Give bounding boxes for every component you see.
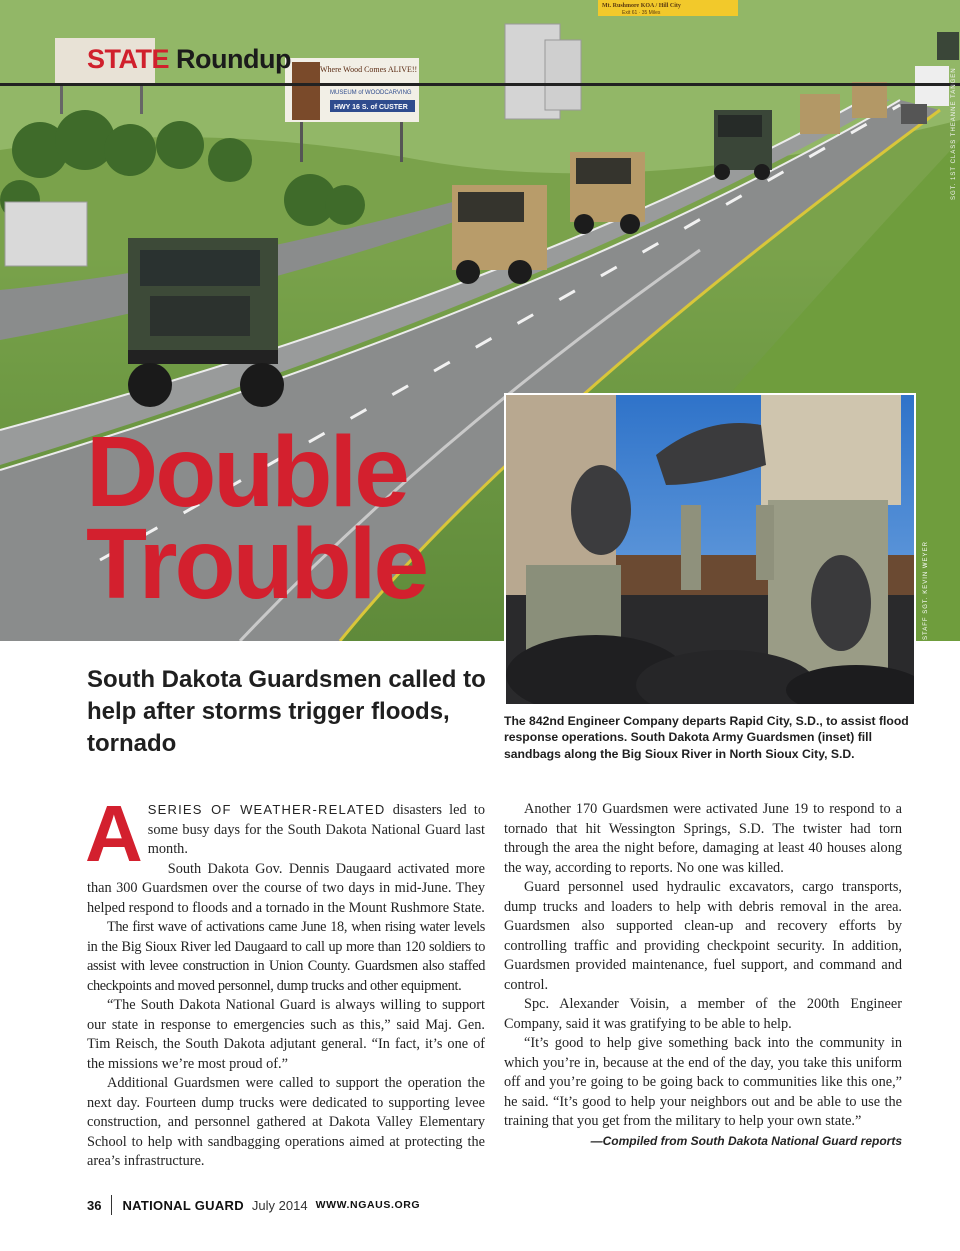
headline <box>86 416 427 620</box>
article-paragraph: The first wave of activations came June 18, when rising water levels in the Big Sioux River led Daugaard to call up more than 120 soldiers to assist with levee construction in Union County. Guardsmen also staffed checkpoints and moved personnel, dump trucks and other equipment. <box>87 919 485 994</box>
article-column-left <box>85 789 486 1172</box>
article-paragraph: “It’s good to help give something back into the community in which you’re in, because at the end of the day, you take this uniform off and you’re going to be going back to communities like this one,” he said. “It’s good to help your neighbors out and be able to use the training that you get from the military to help your own state.” <box>504 1035 902 1129</box>
article-paragraph: South Dakota Gov. Dennis Daugaard activated more than 300 Guardsmen over the course of two days in mid-June. They helped respond to floods and a tornado in the Mount Rushmore State. <box>87 860 485 916</box>
publication-name: NATIONAL GUARD <box>122 1197 244 1213</box>
lead-in-caps: SERIES OF WEATHER-RELATED <box>147 802 386 817</box>
svg-text:Exit 61 · 35 Miles: Exit 61 · 35 Miles <box>622 10 661 16</box>
section-rule <box>0 83 960 86</box>
section-label <box>87 46 291 73</box>
page-footer <box>87 1194 420 1216</box>
article-column-right <box>504 800 902 1151</box>
svg-text:MUSEUM of WOODCARVING: MUSEUM of WOODCARVING <box>330 90 412 96</box>
article-paragraph: Guard personnel used hydraulic excavators, cargo transports, dump trucks and loaders to help with debris removal in the area. Guardsmen also supported clean-up and recovery efforts by controlling traffic and providing checkpoint security. In addition, Guardsmen provided maintenance, fuel support, and command and control. <box>504 879 902 993</box>
svg-text:Mt. Rushmore KOA / Hill City: Mt. Rushmore KOA / Hill City <box>602 3 681 9</box>
article-paragraph: Another 170 Guardsmen were activated June 19 to respond to a tornado that hit Wessington Springs, S.D. The twister had torn through the area the night before, damaging at least 40 houses along the way, according to reports. No one was killed. <box>504 801 902 876</box>
truck-green-2 <box>714 110 772 180</box>
svg-text:Where Wood Comes ALIVE!!: Where Wood Comes ALIVE!! <box>320 65 418 74</box>
page-number: 36 <box>87 1197 102 1213</box>
sandbag-illustration <box>506 395 916 706</box>
article-signoff: —Compiled from South Dakota National Guard reports <box>590 1133 902 1148</box>
website-url: WWW.NGAUS.ORG <box>315 1199 421 1211</box>
inset-photo <box>504 393 916 706</box>
lead-paragraph-text: disasters led to some busy days for the South Dakota National Guard last month. <box>147 802 486 857</box>
truck-tan-1 <box>452 185 547 284</box>
drop-cap: A <box>85 789 143 878</box>
billboard-right <box>598 0 738 16</box>
hero-photo-credit: SGT. 1ST CLASS THEANNE TANGEN <box>951 67 957 200</box>
issue-date: July 2014 <box>251 1197 308 1213</box>
section-label-state: STATE <box>87 44 169 74</box>
inset-photo-credit: STAFF SGT. KEVIN WEYER <box>923 541 929 640</box>
truck-tan-2 <box>570 152 645 234</box>
headline-line-1: Double <box>86 416 407 528</box>
article-paragraph: “The South Dakota National Guard is always willing to support our state in response to emergencies such as this,” said Maj. Gen. Tim Reisch, the South Dakota adjutant general. “In fact, it’s one of the missions we’re most proud of.” <box>87 997 485 1072</box>
section-label-rest: Roundup <box>176 44 291 74</box>
article-paragraph: Spc. Alexander Voisin, a member of the 200th Engineer Company, said it was gratifying to be able to help. <box>504 996 902 1032</box>
photo-caption: The 842nd Engineer Company departs Rapid City, S.D., to assist flood response operations. South Dakota Army Guardsmen (inset) fill sandbags along the Big Sioux River in North Sioux City, S.D. <box>504 714 909 761</box>
subheadline: South Dakota Guardsmen called to help after storms trigger floods, tornado <box>87 666 486 757</box>
svg-text:HWY 16 S. of CUSTER: HWY 16 S. of CUSTER <box>334 104 408 111</box>
footer-divider <box>111 1195 112 1215</box>
headline-line-2: Trouble <box>86 508 427 620</box>
article-paragraph: Additional Guardsmen were called to support the operation the next day. Fourteen dump trucks were dedicated to supporting levee construction, and personnel gathered at Dakota Valley Elementary School to help with sandbagging operations aimed at protecting the area’s infrastructure. <box>87 1075 485 1169</box>
article-paragraph <box>85 789 486 878</box>
